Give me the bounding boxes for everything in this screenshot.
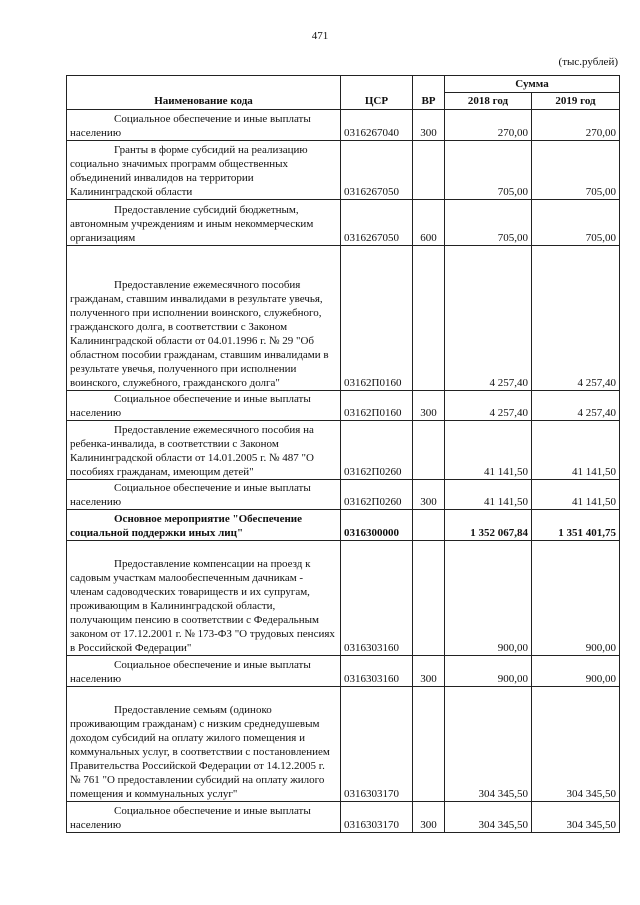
row-2019: 900,00 — [532, 656, 620, 687]
row-vr — [413, 246, 445, 391]
table-row — [67, 802, 620, 833]
row-csr: 0316303160 — [341, 541, 413, 656]
row-csr: 03162П0160 — [341, 246, 413, 391]
row-2019: 304 345,50 — [532, 687, 620, 802]
row-csr: 03162П0260 — [341, 480, 413, 510]
row-csr: 0316303160 — [341, 656, 413, 687]
row-vr — [413, 510, 445, 541]
row-csr: 0316267050 — [341, 141, 413, 200]
table-row — [67, 246, 620, 391]
row-vr: 600 — [413, 200, 445, 246]
table-row — [67, 656, 620, 687]
table-row — [67, 687, 620, 802]
units-note: (тыс.рублей) — [558, 56, 618, 68]
row-name: Предоставление субсидий бюджетным, автономным учреждениям и иным некоммерческим организациям — [67, 200, 341, 246]
row-name: Предоставление ежемесячного пособия на ребенка-инвалида, в соответствии с Законом Калининградской области от 14.01.2005 г. № 487 "О пособиях гражданам, имеющим детей" — [67, 421, 341, 480]
header-2018: 2018 год — [445, 93, 532, 110]
row-name: Социальное обеспечение и иные выплаты населению — [67, 391, 341, 421]
header-sum: Сумма — [445, 76, 620, 93]
row-2018: 41 141,50 — [445, 480, 532, 510]
row-2018: 705,00 — [445, 141, 532, 200]
table-row — [67, 391, 620, 421]
table-row-section — [67, 510, 620, 541]
row-name: Предоставление семьям (одиноко проживающим гражданам) с низким среднедушевым доходом субсидий на оплату жилого помещения и коммунальных услуг, в соответствии с постановлением Правительства Российской Федерации от 14.12.2005 г. № 761 "О предоставлении субсидий на оплату жилого помещения и коммунальных услуг" — [67, 687, 341, 802]
row-2019: 41 141,50 — [532, 421, 620, 480]
row-2019: 270,00 — [532, 110, 620, 141]
row-csr: 0316267040 — [341, 110, 413, 141]
row-2018: 41 141,50 — [445, 421, 532, 480]
row-2018: 900,00 — [445, 656, 532, 687]
table-row — [67, 541, 620, 656]
row-2019: 304 345,50 — [532, 802, 620, 833]
table-row — [67, 421, 620, 480]
row-name: Предоставление компенсации на проезд к садовым участкам малообеспеченным дачникам - членам садоводческих товариществ и их супругам, проживающим в Калининградской области, получающим пенсию в соответствии с Федеральным законом от 17.12.2001 г. № 173-ФЗ "О трудовых пенсиях в Российской Федерации" — [67, 541, 341, 656]
row-2019: 41 141,50 — [532, 480, 620, 510]
row-name: Социальное обеспечение и иные выплаты населению — [67, 480, 341, 510]
page-number: 471 — [311, 30, 329, 42]
row-name: Социальное обеспечение и иные выплаты населению — [67, 110, 341, 141]
row-2018: 1 352 067,84 — [445, 510, 532, 541]
row-2018: 705,00 — [445, 200, 532, 246]
header-name: Наименование кода — [67, 76, 341, 110]
row-vr: 300 — [413, 802, 445, 833]
budget-table — [66, 75, 620, 833]
table-row — [67, 110, 620, 141]
row-name: Социальное обеспечение и иные выплаты населению — [67, 802, 341, 833]
row-vr: 300 — [413, 480, 445, 510]
row-name: Гранты в форме субсидий на реализацию социально значимых программ общественных объединений инвалидов на территории Калининградской области — [67, 141, 341, 200]
row-name: Основное мероприятие "Обеспечение социальной поддержки иных лиц" — [67, 510, 341, 541]
row-2018: 270,00 — [445, 110, 532, 141]
row-name: Предоставление ежемесячного пособия гражданам, ставшим инвалидами в результате увечья, полученного при исполнении воинского, служебного, гражданского долга, в соответствии с Законом Калининградской области от 04.01.1996 г. № 29 "Об областном пособии гражданам, ставшим инвалидами в результате увечья, полученного при исполнении воинского, служебного, гражданского долга" — [67, 246, 341, 391]
row-csr: 03162П0160 — [341, 391, 413, 421]
row-2018: 4 257,40 — [445, 391, 532, 421]
row-2019: 705,00 — [532, 141, 620, 200]
row-2019: 900,00 — [532, 541, 620, 656]
row-vr: 300 — [413, 656, 445, 687]
row-vr — [413, 687, 445, 802]
row-csr: 03162П0260 — [341, 421, 413, 480]
row-2019: 705,00 — [532, 200, 620, 246]
table-row — [67, 141, 620, 200]
header-2019: 2019 год — [532, 93, 620, 110]
row-vr — [413, 421, 445, 480]
row-name: Социальное обеспечение и иные выплаты населению — [67, 656, 341, 687]
header-vr: ВР — [413, 76, 445, 110]
row-csr: 0316267050 — [341, 200, 413, 246]
table-row — [67, 200, 620, 246]
row-vr — [413, 141, 445, 200]
row-vr: 300 — [413, 110, 445, 141]
row-csr: 0316303170 — [341, 802, 413, 833]
row-2018: 304 345,50 — [445, 687, 532, 802]
row-csr: 0316303170 — [341, 687, 413, 802]
row-2019: 1 351 401,75 — [532, 510, 620, 541]
row-2019: 4 257,40 — [532, 391, 620, 421]
row-2019: 4 257,40 — [532, 246, 620, 391]
header-csr: ЦСР — [341, 76, 413, 110]
row-csr: 0316300000 — [341, 510, 413, 541]
row-2018: 900,00 — [445, 541, 532, 656]
table-row — [67, 480, 620, 510]
row-2018: 304 345,50 — [445, 802, 532, 833]
row-2018: 4 257,40 — [445, 246, 532, 391]
row-vr: 300 — [413, 391, 445, 421]
row-vr — [413, 541, 445, 656]
